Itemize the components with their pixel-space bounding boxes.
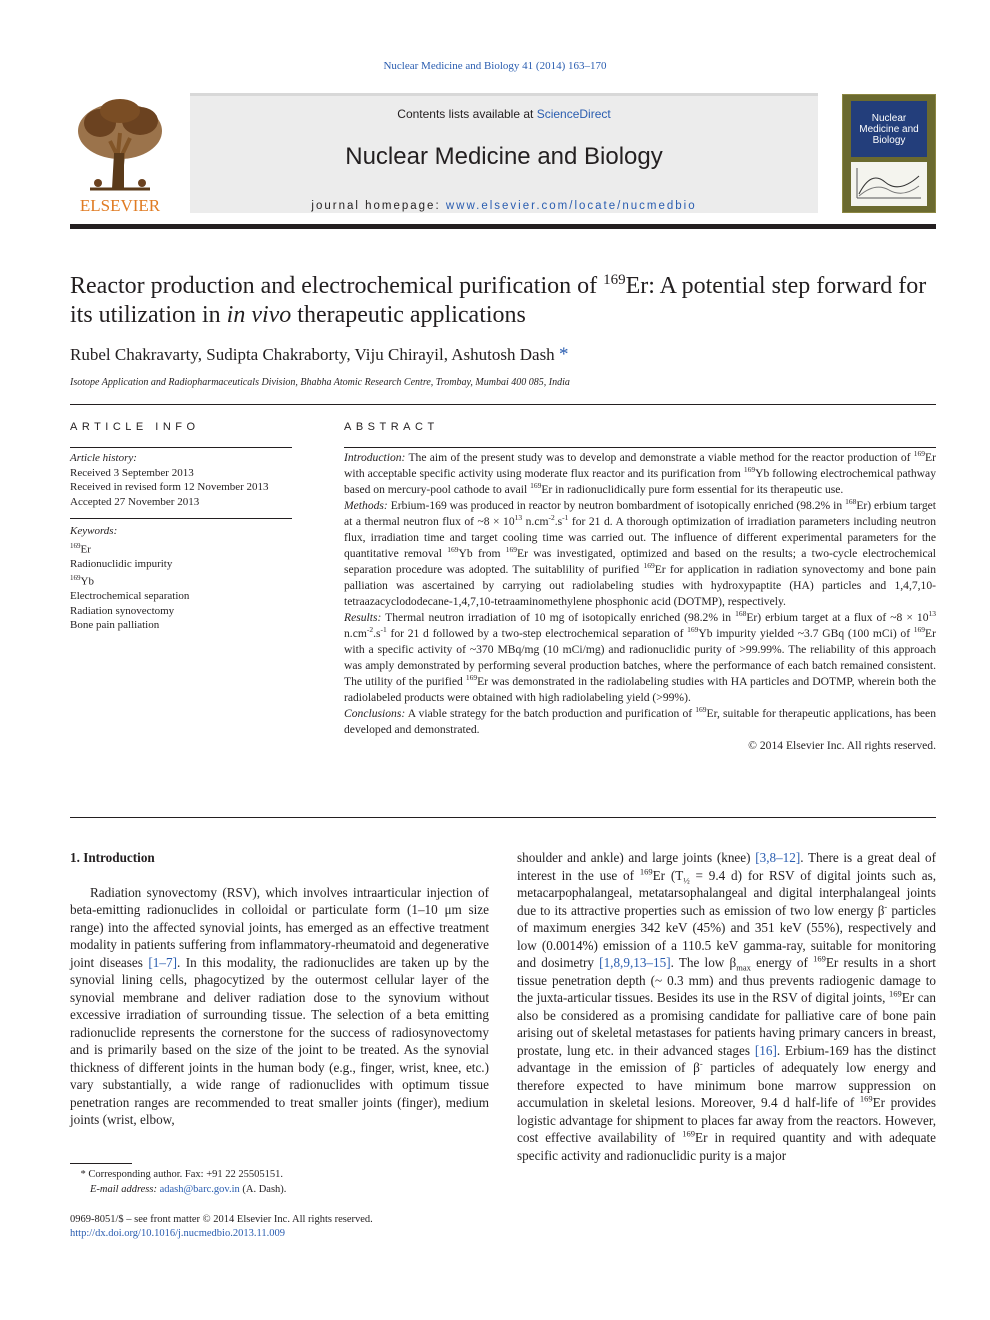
sciencedirect-link[interactable]: ScienceDirect <box>536 107 611 121</box>
elsevier-logo[interactable] <box>70 93 170 215</box>
issn-line: 0969-8051/$ – see front matter © 2014 Elsevier Inc. All rights reserved. <box>70 1214 373 1225</box>
abstract-body <box>344 450 936 754</box>
history-item: Accepted 27 November 2013 <box>70 495 200 508</box>
copyright-notice: © 2014 Elsevier Inc. All rights reserved. <box>748 739 936 752</box>
body-column-left <box>70 849 489 1129</box>
article-info-heading: ARTICLE INFO <box>70 421 200 433</box>
corresponding-author-note: * Corresponding author. Fax: +91 22 25505151. <box>70 1169 283 1180</box>
body-paragraph: Radiation synovectomy (RSV), which involves intraarticular injection of beta-emitting radionuclides in colloidal or particulate form (1–10 μm size range) into the affected synovial joints, has emerged as an effective treatment modality in patients suffering from inflammatory-rheumatoid and degenerative joint diseases [1–7]. In this modality, the radionuclides are taken up by the synovial lining cells, phagocytized by the outermost cellular layer of the synovial membrane and deliver radiation dose to the synovium without excessive irradiation of surrounding tissue. The selection of a beta emitting radionuclide represents the cornerstone for the success of radiosynovectomy and is primarily based on the size of the joint to be treated. As the synovial thickness of different joints in the human body (e.g., finger, wrist, knee, etc.) vary substantially, a wide range of radionuclides with optimum tissue penetration ranges are recommended to treat smaller joints (finger), medium joints (wrist, elbow, <box>70 884 489 1127</box>
reference-link[interactable]: [16] <box>754 1042 777 1058</box>
email-note: E-mail address: adash@barc.gov.in (A. Dash). <box>90 1184 287 1195</box>
article-history <box>70 451 292 509</box>
corresponding-author-mark[interactable]: * <box>558 344 569 365</box>
cover-title: Nuclear Medicine and Biology <box>851 101 927 157</box>
author-list: Rubel Chakravarty, Sudipta Chakraborty, Viju Chirayil, Ashutosh Dash * <box>70 344 569 365</box>
footnote-divider <box>70 1163 132 1164</box>
cover-figure <box>851 162 927 206</box>
history-label: Article history: <box>70 452 137 464</box>
section-heading: 1. Introduction <box>70 850 155 865</box>
divider <box>70 817 936 818</box>
cover-chart-icon <box>851 162 927 206</box>
keyword-item: $^{169}$Yb <box>70 574 94 588</box>
reference-link[interactable]: [1–7] <box>148 954 177 970</box>
keyword-item: Radionuclidic impurity <box>70 557 173 570</box>
divider <box>70 404 936 405</box>
reference-link[interactable]: [1,8,9,13–15] <box>599 955 671 970</box>
journal-homepage: journal homepage: www.elsevier.com/locate/nucmedbio <box>311 200 697 212</box>
affiliation: Isotope Application and Radiopharmaceuticals Division, Bhabha Atomic Research Centre, Trombay, Mumbai 400 085, India <box>70 377 570 388</box>
divider <box>70 518 292 519</box>
abstract-methods: Methods: Erbium-169 was produced in reactor by neutron bombardment of isotopically enriched (98.2% in $^{168}$Er) erbium target at a thermal neutron flux of ~8 × $10^{13}$ $n.cm^{-2}.s^{-1}$ for 21 d. A thorough optimization of irradiation parameters including neutron flux, irradiation time and target cooling time was carried out. The influence of different experimental parameters for the quantitative removal $^{169}$Yb from $^{169}$Er was investigated, optimized and based on the results; a two-cycle electrochemical separation procedure was adopted. The suitablility of purified $^{169}$Er for application in radiation synovectomy and bone pain palliation was ascertained by carrying out radiolabeling studies with hydroxypaptite (HA) particles and 1,4,7,10-tetraazacyclododecane-1,4,7,10-tetraaminomethylene phosphonic acid (DOTMP), respectively. <box>344 497 936 608</box>
front-matter <box>70 1213 373 1241</box>
journal-citation[interactable]: Nuclear Medicine and Biology 41 (2014) 163–170 <box>383 60 607 72</box>
masthead <box>70 93 936 215</box>
header-rule <box>70 224 936 229</box>
email-link[interactable]: adash@barc.gov.in <box>159 1184 240 1195</box>
reference-link[interactable]: [3,8–12] <box>755 850 801 865</box>
abstract-heading: ABSTRACT <box>344 421 439 433</box>
abstract-introduction: Introduction: The aim of the present study was to develop and demonstrate a viable method for the reactor production of $^{169}$Er with acceptable specific activity using moderate flux reactor and its purification from $^{169}$Yb following electrochemical pathway based on mercury-pool cathode to avail $^{169}$Er in radionuclidically pure form essential for its therapeutic use. <box>344 449 937 496</box>
keywords-label: Keywords: <box>70 525 118 537</box>
abstract-conclusions: Conclusions: A viable strategy for the batch production and purification of $^{169}$Er, suitable for therapeutic applications, has been developed and demonstrated. <box>344 705 936 736</box>
keyword-item: Bone pain palliation <box>70 619 160 632</box>
elsevier-wordmark: ELSEVIER <box>79 196 161 215</box>
history-item: Received in revised form 12 November 2013 <box>70 481 269 493</box>
divider <box>70 447 292 448</box>
journal-header <box>190 93 818 213</box>
article-title: Reactor production and electrochemical purification of $^{169}$Er: A potential step forward for its utilization in in vivo therapeutic applications <box>70 272 927 328</box>
body-column-right <box>517 849 936 1164</box>
journal-cover[interactable] <box>842 94 936 213</box>
homepage-link[interactable]: www.elsevier.com/locate/nucmedbio <box>445 200 697 212</box>
keyword-item: Radiation synovectomy <box>70 604 175 617</box>
keywords <box>70 524 292 633</box>
divider <box>344 447 936 448</box>
doi-link[interactable]: http://dx.doi.org/10.1016/j.nucmedbio.2013.11.009 <box>70 1228 285 1239</box>
body-paragraph: shoulder and ankle) and large joints (knee) [3,8–12]. There is a great deal of interest in the use of $^{169}$Er ($T_{\frac{1}{2}} = 9.4$ d) for RSV of digital joints such as, metacarpophalangeal, metatarsophalangeal and digital interphalangeal joints due to its attractive properties such as emission of two low energy β- particles of maximum energies 342 keV (45%) and 351 keV (55%), respectively and low (0.0014%) emission of a 110.5 keV gamma-ray, suitable for monitoring and dosimetry [1,8,9,13–15]. The low $\beta_{max}$ energy of $^{169}$Er results in a short tissue penetration depth (~ 0.3 mm) and thus prevents radiogenic damage to the juxta-articular tissues. Besides its use in the RSV of digital joints, $^{169}$Er can also be considered as a promising candidate for palliative care of bone pain arising out of skeletal metastases for patients having primary cancers in breast, prostate, lung etc. in their advanced stages [16]. Erbium-169 has the distinct advantage in the emission of β- particles of adequately low energy and therefore expected to have minimum bone marrow suppression on accumulation in skeletal lesions. Moreover, 9.4 d half-life of $^{169}$Er provides logistic advantage for shipment to places far away from the reactors. However, cost effective availability of $^{169}$Er in required quantity and with adequate specific activity and radionuclidic purity is a major <box>517 850 937 1163</box>
history-item: Received 3 September 2013 <box>70 466 194 479</box>
contents-line: Contents lists available at ScienceDirect <box>397 107 611 121</box>
keyword-item: Electrochemical separation <box>70 590 190 603</box>
elsevier-tree-icon <box>70 93 170 215</box>
abstract-results: Results: Thermal neutron irradiation of 10 mg of isotopically enriched (98.2% in $^{168}$Er) erbium target at a flux of ~8 × $10^{13}$ $n.cm^{-2}.s^{-1}$ for 21 d followed by a two-step electrochemical separation of $^{169}$Yb impurity yielded ~3.7 GBq (100 mCi) of $^{169}$Er with a specific activity of ~370 MBq/mg (10 mCi/mg) and radionuclidic purity of >99.99%. The reliability of this approach was amply demonstrated by performing several production batches, where the performance of each batch remained consistent. The utility of the purified $^{169}$Er was demonstrated in the radiolabeling studies with HA particles and DOTMP, wherein both the radiolabeled products were obtained with high radiolabeling yield (>99%). <box>344 609 936 704</box>
journal-title: Nuclear Medicine and Biology <box>345 143 663 170</box>
keyword-item: $^{169}$Er <box>70 541 91 556</box>
